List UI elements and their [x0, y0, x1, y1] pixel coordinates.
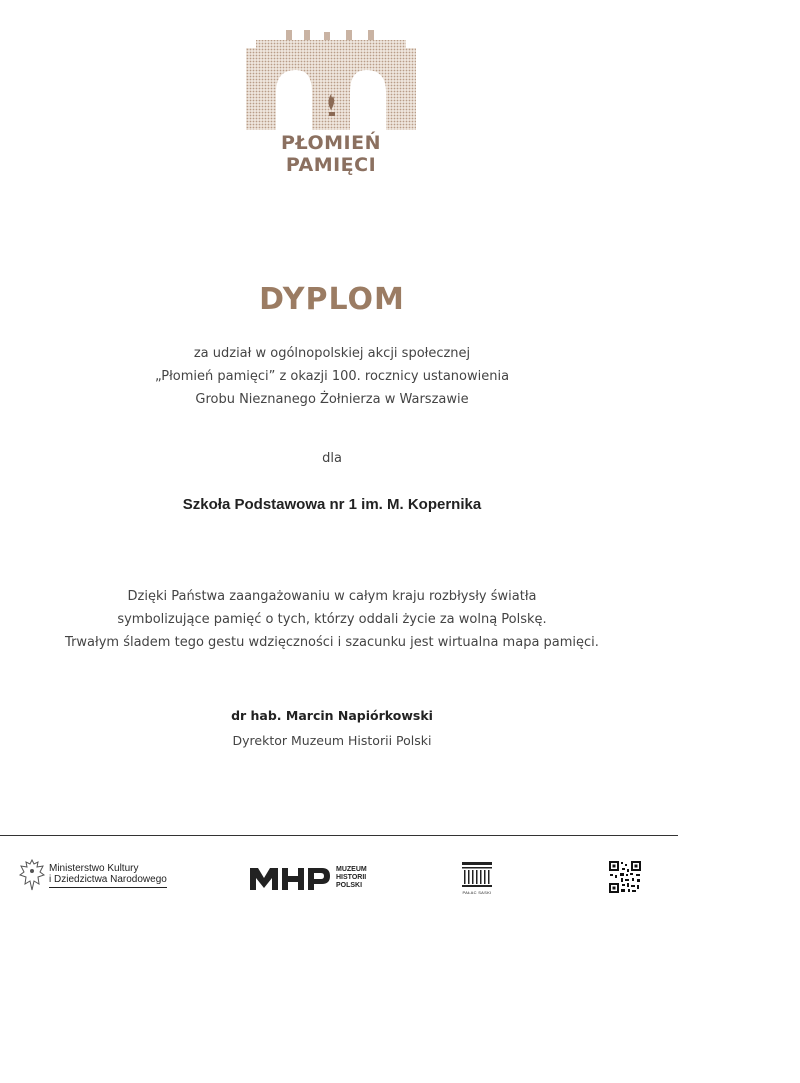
body-line: Trwałym śladem tego gestu wdzięczności i szacunku jest wirtualna mapa pamięci. [65, 635, 599, 650]
ministry-line: i Dziedzictwa Narodowego [49, 874, 167, 885]
ministry-logo [18, 858, 178, 894]
footer-divider [0, 835, 678, 836]
palac-text: PAŁAC SASKI [462, 890, 492, 895]
signer-role: Dyrektor Muzeum Historii Polski [232, 733, 432, 748]
body-line: Dzięki Państwa zaangażowaniu w całym kraju rozbłysły światła [127, 589, 537, 604]
qr-code-icon [608, 860, 642, 894]
intro-text [0, 342, 664, 411]
body-line: symbolizujące pamięć o tych, którzy oddali życie za wolną Polskę. [117, 612, 547, 627]
palac-saski-logo [460, 860, 494, 896]
eagle-emblem-icon [18, 858, 46, 892]
signer-name: dr hab. Marcin Napiórkowski [231, 708, 433, 723]
body-text [0, 585, 664, 654]
intro-line: Grobu Nieznanego Żołnierza w Warszawie [195, 392, 469, 407]
qr-code[interactable] [608, 860, 642, 894]
intro-line: „Płomień pamięci” z okazji 100. rocznicy ustanowienia [154, 369, 510, 384]
arcade-logo-icon [246, 30, 416, 130]
for-word: dla [322, 451, 342, 466]
ministry-line: Ministerstwo Kultury [49, 863, 139, 874]
logo-text: PŁOMIEŃ PAMIĘCI [281, 132, 381, 176]
mhp-mark-icon [248, 864, 332, 892]
mhp-line: HISTORII [336, 874, 367, 881]
colonnade-icon [460, 860, 494, 888]
mhp-line: MUZEUM [336, 866, 367, 873]
mhp-logo [248, 860, 388, 896]
mhp-line: POLSKI [336, 882, 363, 889]
recipient-name: Szkoła Podstawowa nr 1 im. M. Kopernika [182, 496, 482, 513]
diploma-title: DYPLOM [259, 282, 405, 317]
intro-line: za udział w ogólnopolskiej akcji społecznej [193, 346, 471, 361]
plomien-pamieci-logo [236, 30, 426, 176]
